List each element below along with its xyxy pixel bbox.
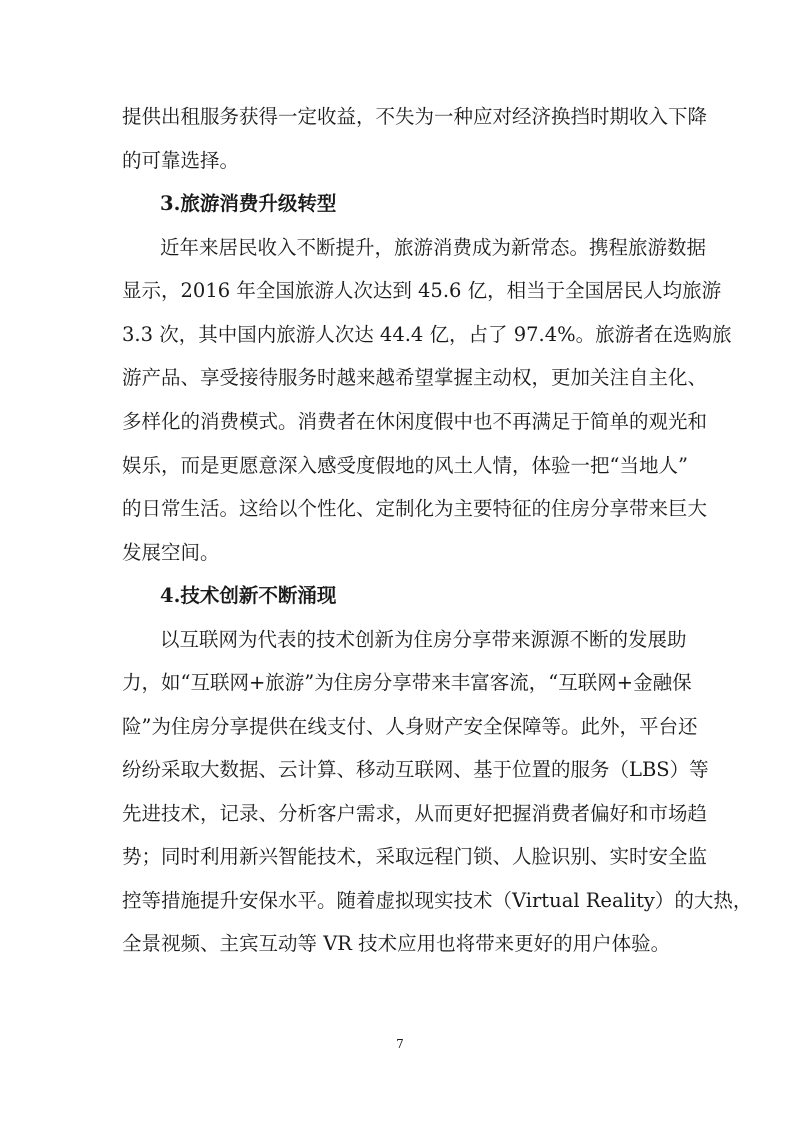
paragraph-1-line-2: 的可靠选择。 (122, 149, 240, 172)
page-number: 7 (396, 1037, 404, 1051)
paragraph-3-line-7: 控等措施提升安保水平。随着虚拟现实技术（Virtual Reality）的大热， (122, 889, 753, 912)
section-heading-4: 4.技术创新不断涌现 (160, 584, 337, 607)
paragraph-2-line-6: 娱乐，而是更愿意深入感受度假地的风土人情，体验一把“当地人” (122, 454, 688, 477)
paragraph-2-line-2: 显示，2016 年全国旅游人次达到 45.6 亿，相当于全国居民人均旅游 (122, 279, 722, 302)
paragraph-2-line-5: 多样化的消费模式。消费者在休闲度假中也不再满足于简单的观光和 (122, 410, 708, 433)
paragraph-1-line-1: 提供出租服务获得一定收益，不失为一种应对经济换挡时期收入下降 (122, 105, 708, 128)
paragraph-2-line-4: 游产品、享受接待服务时越来越希望掌握主动权，更加关注自主化、 (122, 366, 708, 389)
paragraph-3-line-3: 险”为住房分享提供在线支付、人身财产安全保障等。此外，平台还 (122, 715, 698, 738)
paragraph-3-line-6: 势；同时利用新兴智能技术，采取远程门锁、人脸识别、实时安全监 (122, 845, 708, 868)
paragraph-3-line-4: 纷纷采取大数据、云计算、移动互联网、基于位置的服务（LBS）等 (122, 758, 709, 781)
paragraph-2-line-3: 3.3 次，其中国内旅游人次达 44.4 亿，占了 97.4%。旅游者在选购旅 (122, 323, 732, 346)
paragraph-3-line-1: 以互联网为代表的技术创新为住房分享带来源源不断的发展助 (160, 628, 687, 651)
paragraph-2-line-7: 的日常生活。这给以个性化、定制化为主要特征的住房分享带来巨大 (122, 497, 708, 520)
section-heading-3: 3.旅游消费升级转型 (160, 192, 337, 215)
paragraph-2-line-1: 近年来居民收入不断提升，旅游消费成为新常态。携程旅游数据 (160, 236, 707, 259)
paragraph-3-line-8: 全景视频、主宾互动等 VR 技术应用也将带来更好的用户体验。 (122, 932, 671, 955)
paragraph-3-line-2: 力，如“互联网+旅游”为住房分享带来丰富客流，“互联网+金融保 (122, 671, 692, 694)
paragraph-2-line-8: 发展空间。 (122, 541, 220, 564)
paragraph-3-line-5: 先进技术，记录、分析客户需求，从而更好把握消费者偏好和市场趋 (122, 802, 708, 825)
